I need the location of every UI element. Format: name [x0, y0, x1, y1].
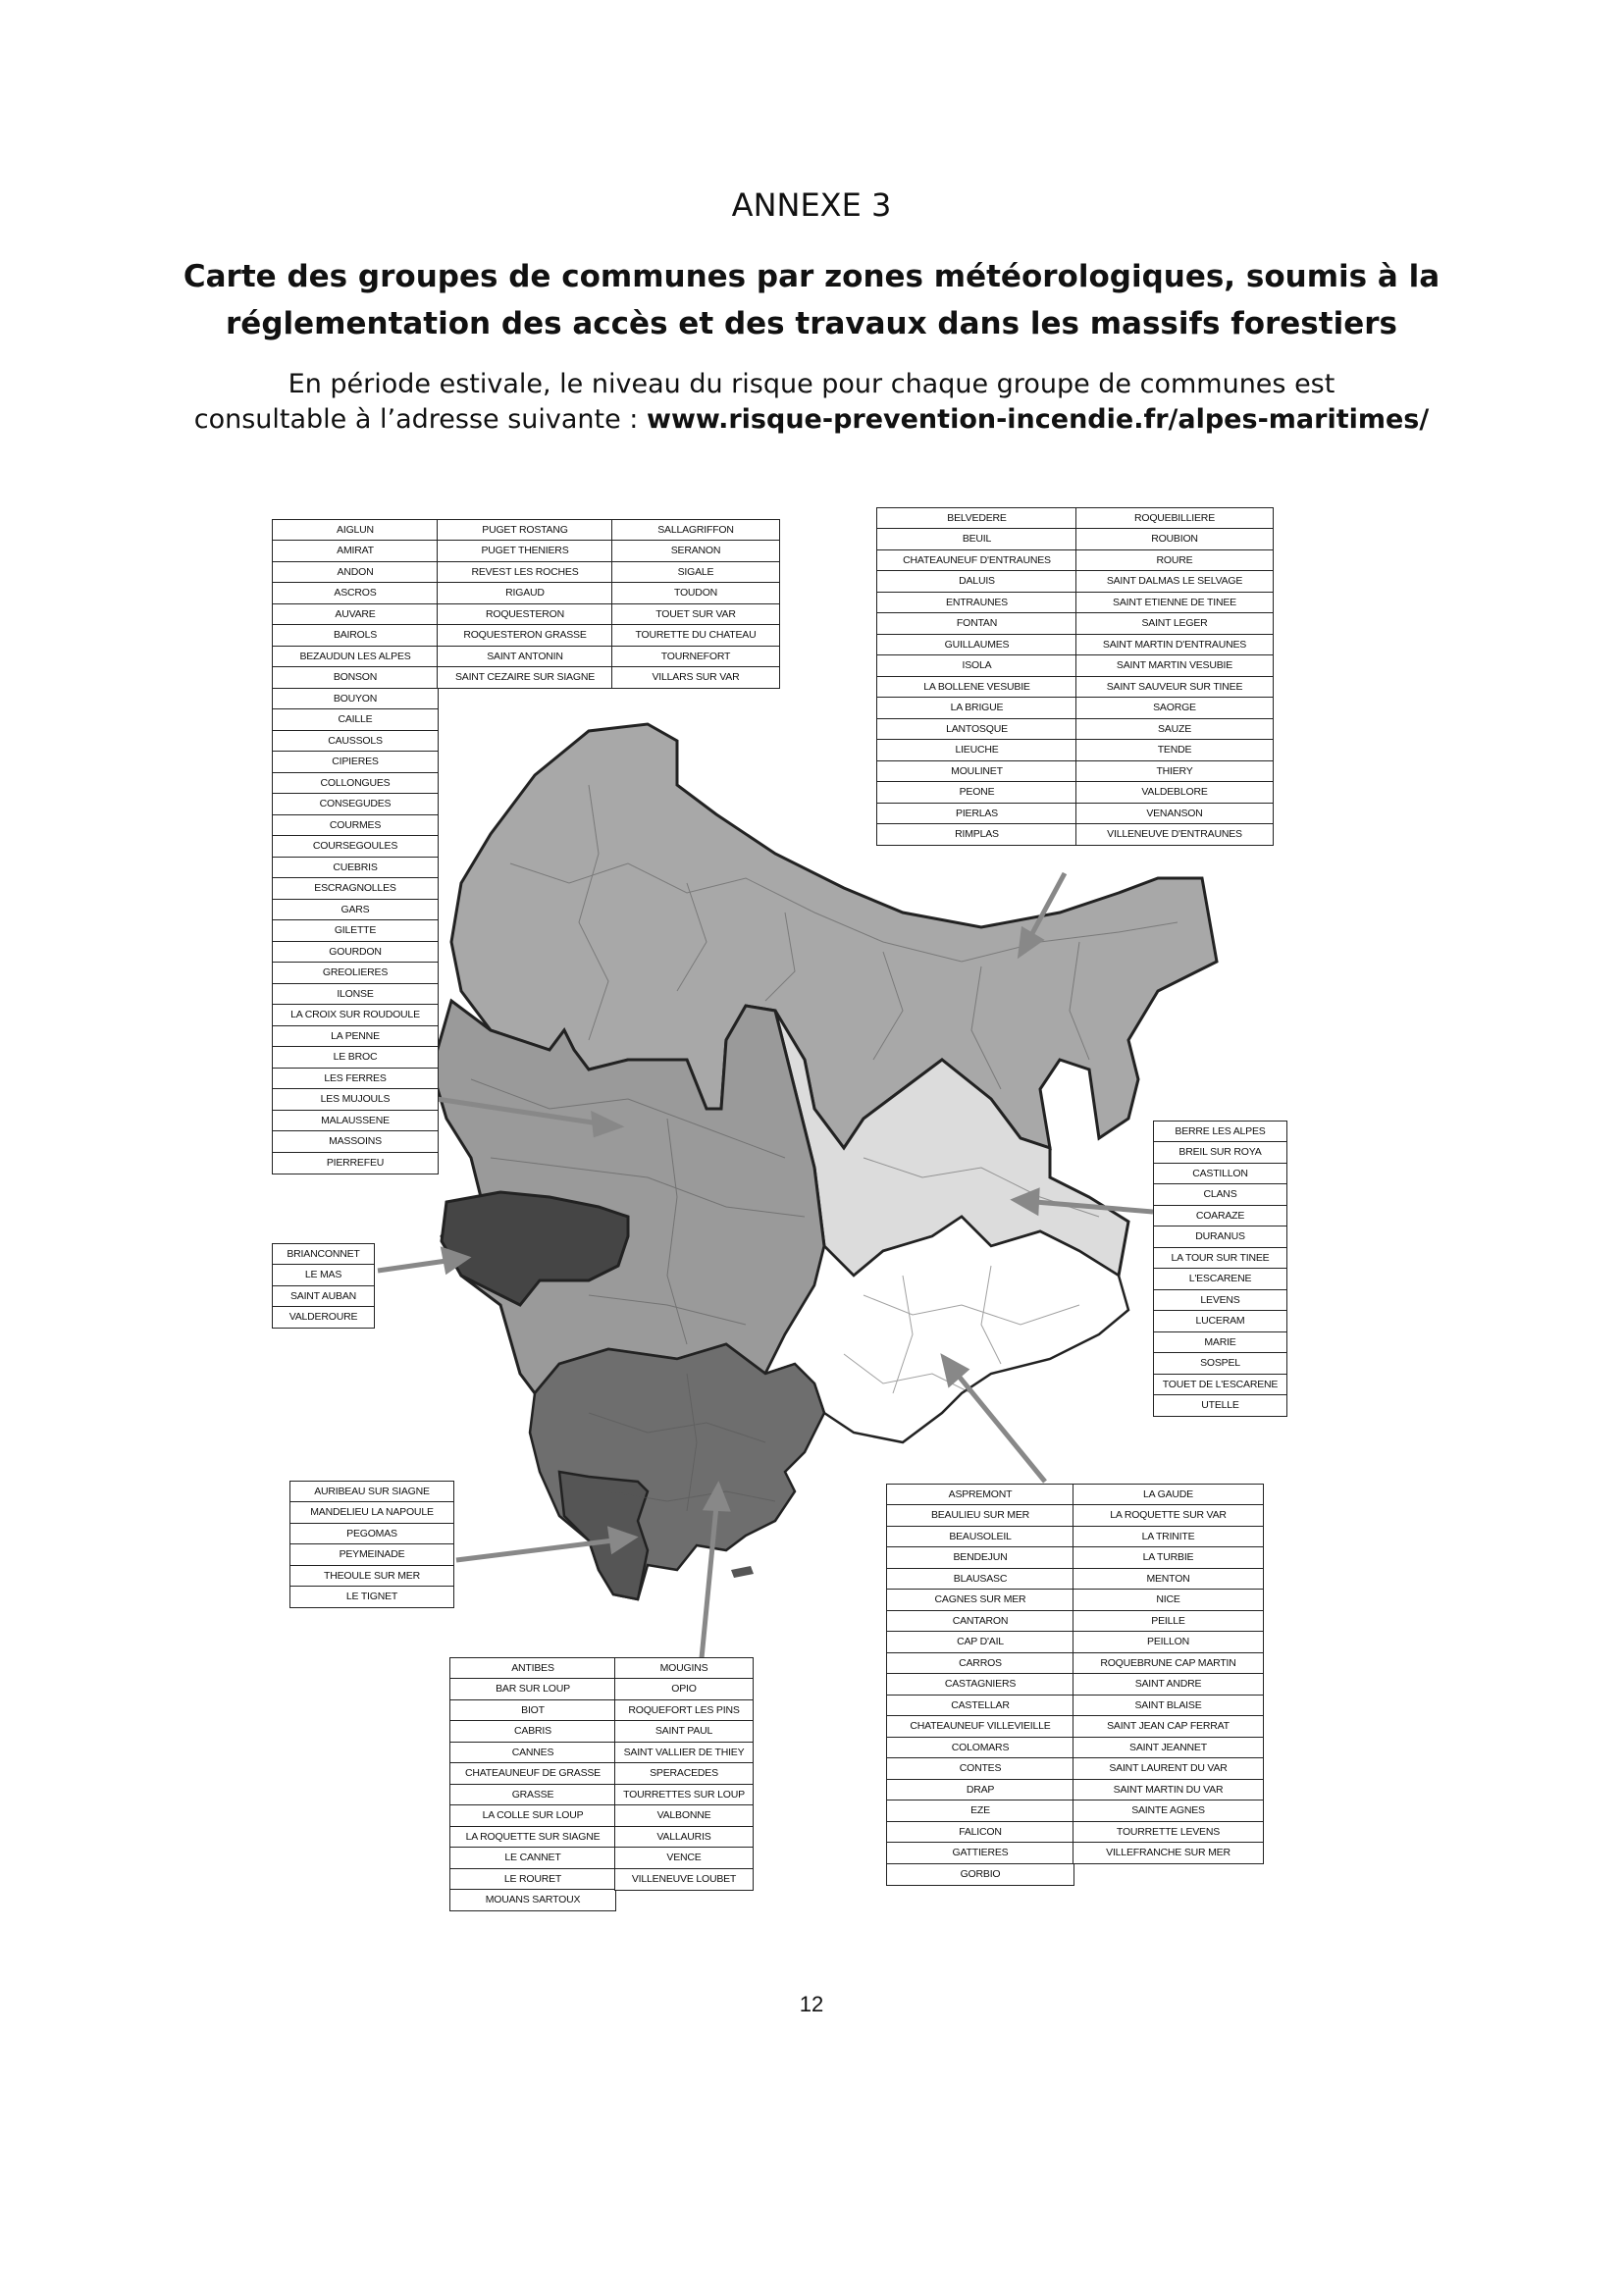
commune-cell: BONSON: [272, 666, 439, 689]
commune-cell: LE ROURET: [449, 1868, 616, 1891]
commune-cell: CANNES: [449, 1742, 616, 1764]
commune-cell: PUGET ROSTANG: [437, 519, 613, 542]
table-col: [614, 1658, 754, 1891]
commune-cell: SAINT MARTIN D'ENTRAUNES: [1075, 634, 1274, 656]
commune-cell: SAINT CEZAIRE SUR SIAGNE: [437, 666, 613, 689]
commune-cell: LA TURBIE: [1073, 1546, 1264, 1569]
commune-cell: CAGNES SUR MER: [886, 1589, 1074, 1611]
table-col: [886, 1485, 1074, 1886]
commune-cell: CHATEAUNEUF VILLEVIEILLE: [886, 1715, 1074, 1738]
commune-cell: LA PENNE: [272, 1025, 439, 1048]
commune-cell: GARS: [272, 899, 439, 921]
commune-cell: CHATEAUNEUF D'ENTRAUNES: [876, 549, 1077, 572]
table-col: [449, 1658, 616, 1911]
commune-cell: SAINT LAURENT DU VAR: [1073, 1757, 1264, 1780]
commune-cell: CHATEAUNEUF DE GRASSE: [449, 1762, 616, 1785]
commune-cell: VILLARS SUR VAR: [611, 666, 780, 689]
commune-cell: CAUSSOLS: [272, 730, 439, 753]
intro-url[interactable]: www.risque-prevention-incendie.fr/alpes-maritimes/: [647, 404, 1430, 435]
table-col: [1075, 508, 1274, 846]
commune-cell: CAILLE: [272, 708, 439, 731]
commune-cell: CABRIS: [449, 1720, 616, 1743]
commune-cell: CASTELLAR: [886, 1695, 1074, 1717]
commune-cell: RIGAUD: [437, 582, 613, 604]
commune-cell: RIMPLAS: [876, 823, 1077, 846]
commune-cell: GOURDON: [272, 941, 439, 964]
commune-cell: COURSEGOULES: [272, 835, 439, 858]
commune-cell: SAINT MARTIN DU VAR: [1073, 1779, 1264, 1801]
commune-cell: SAINT LEGER: [1075, 612, 1274, 635]
commune-cell: GILETTE: [272, 919, 439, 942]
commune-cell: BAR SUR LOUP: [449, 1678, 616, 1700]
commune-cell: CANTARON: [886, 1610, 1074, 1633]
commune-cell: SAINT BLAISE: [1073, 1695, 1264, 1717]
commune-cell: AMIRAT: [272, 540, 439, 562]
commune-cell: BEUIL: [876, 528, 1077, 550]
commune-cell: PIERREFEU: [272, 1152, 439, 1174]
commune-cell: AIGLUN: [272, 519, 439, 542]
commune-cell: CONSEGUDES: [272, 793, 439, 815]
zone-south-central: [530, 1344, 824, 1599]
commune-cell: LA CROIX SUR ROUDOULE: [272, 1004, 439, 1026]
commune-cell: VENCE: [614, 1847, 754, 1869]
commune-cell: SIGALE: [611, 561, 780, 584]
commune-cell: MARIE: [1153, 1331, 1287, 1354]
island: [731, 1566, 754, 1578]
commune-cell: MOULINET: [876, 760, 1077, 783]
commune-cell: GREOLIERES: [272, 962, 439, 984]
table-col: [876, 508, 1077, 846]
commune-cell: CIPIERES: [272, 751, 439, 773]
commune-cell: MOUANS SARTOUX: [449, 1889, 616, 1911]
commune-cell: TENDE: [1075, 739, 1274, 761]
commune-cell: ROUBION: [1075, 528, 1274, 550]
table-col: [272, 520, 439, 1174]
commune-cell: BAIROLS: [272, 624, 439, 647]
commune-cell: CASTILLON: [1153, 1163, 1287, 1185]
commune-cell: BREIL SUR ROYA: [1153, 1141, 1287, 1164]
commune-cell: SOSPEL: [1153, 1352, 1287, 1375]
commune-cell: PUGET THENIERS: [437, 540, 613, 562]
commune-cell: COURMES: [272, 814, 439, 837]
commune-cell: BIOT: [449, 1699, 616, 1722]
commune-cell: ILONSE: [272, 983, 439, 1006]
commune-cell: GRASSE: [449, 1784, 616, 1806]
commune-cell: TOURRETTES SUR LOUP: [614, 1784, 754, 1806]
commune-cell: FONTAN: [876, 612, 1077, 635]
commune-cell: CLANS: [1153, 1183, 1287, 1206]
commune-cell: DRAP: [886, 1779, 1074, 1801]
commune-cell: PEILLE: [1073, 1610, 1264, 1633]
commune-cell: SAORGE: [1075, 697, 1274, 719]
commune-cell: SAINT PAUL: [614, 1720, 754, 1743]
commune-cell: SAUZE: [1075, 718, 1274, 741]
commune-cell: BERRE LES ALPES: [1153, 1121, 1287, 1143]
commune-cell: SAINT AUBAN: [272, 1285, 375, 1308]
commune-cell: SAINT ETIENNE DE TINEE: [1075, 592, 1274, 614]
commune-cell: ANDON: [272, 561, 439, 584]
commune-cell: MENTON: [1073, 1568, 1264, 1591]
commune-cell: ANTIBES: [449, 1657, 616, 1680]
commune-cell: DURANUS: [1153, 1226, 1287, 1248]
commune-cell: TOUET SUR VAR: [611, 603, 780, 626]
commune-cell: NICE: [1073, 1589, 1264, 1611]
commune-cell: SAINT ANDRE: [1073, 1673, 1264, 1696]
commune-cell: ROQUEFORT LES PINS: [614, 1699, 754, 1722]
commune-cell: BEAULIEU SUR MER: [886, 1504, 1074, 1527]
commune-cell: SERANON: [611, 540, 780, 562]
commune-cell: L'ESCARENE: [1153, 1268, 1287, 1290]
commune-cell: BOUYON: [272, 688, 439, 710]
commune-cell: BELVEDERE: [876, 507, 1077, 530]
commune-cell: ENTRAUNES: [876, 592, 1077, 614]
commune-cell: LA BRIGUE: [876, 697, 1077, 719]
commune-cell: BEAUSOLEIL: [886, 1526, 1074, 1548]
commune-cell: PEILLON: [1073, 1631, 1264, 1653]
commune-cell: SAINT JEAN CAP FERRAT: [1073, 1715, 1264, 1738]
page-number: 12: [799, 1992, 824, 2016]
annex-title: ANNEXE 3: [731, 186, 892, 224]
commune-cell: SAINT ANTONIN: [437, 646, 613, 668]
commune-cell: BEZAUDUN LES ALPES: [272, 646, 439, 668]
commune-cell: FALICON: [886, 1821, 1074, 1844]
commune-cell: LANTOSQUE: [876, 718, 1077, 741]
commune-cell: COLOMARS: [886, 1737, 1074, 1759]
commune-cell: MASSOINS: [272, 1130, 439, 1153]
commune-cell: THIERY: [1075, 760, 1274, 783]
commune-cell: VALLAURIS: [614, 1826, 754, 1849]
commune-cell: VILLEFRANCHE SUR MER: [1073, 1842, 1264, 1864]
commune-cell: VALDEBLORE: [1075, 781, 1274, 804]
commune-cell: PEONE: [876, 781, 1077, 804]
commune-cell: ROQUEBILLIERE: [1075, 507, 1274, 530]
commune-cell: AURIBEAU SUR SIAGNE: [289, 1481, 454, 1503]
commune-cell: LUCERAM: [1153, 1310, 1287, 1332]
commune-cell: LE TIGNET: [289, 1586, 454, 1608]
table-col: [437, 520, 613, 689]
commune-cell: LA TOUR SUR TINEE: [1153, 1247, 1287, 1270]
title-line-2: réglementation des accès et des travaux dans les massifs forestiers: [226, 306, 1397, 341]
commune-cell: LA BOLLENE VESUBIE: [876, 676, 1077, 699]
commune-cell: SAINT MARTIN VESUBIE: [1075, 654, 1274, 677]
commune-cell: AUVARE: [272, 603, 439, 626]
commune-cell: VALDEROURE: [272, 1306, 375, 1329]
table-col: [1073, 1485, 1264, 1864]
commune-cell: CARROS: [886, 1652, 1074, 1675]
commune-cell: ROQUESTERON: [437, 603, 613, 626]
commune-cell: TOURETTE DU CHATEAU: [611, 624, 780, 647]
commune-cell: LIEUCHE: [876, 739, 1077, 761]
commune-cell: BLAUSASC: [886, 1568, 1074, 1591]
table-col: [289, 1482, 454, 1608]
commune-cell: CONTES: [886, 1757, 1074, 1780]
commune-cell: OPIO: [614, 1678, 754, 1700]
commune-cell: ASPREMONT: [886, 1484, 1074, 1506]
commune-cell: MOUGINS: [614, 1657, 754, 1680]
commune-cell: MANDELIEU LA NAPOULE: [289, 1501, 454, 1524]
title-line-1: Carte des groupes de communes par zones météorologiques, soumis à la: [183, 259, 1440, 294]
intro-line-1: En période estivale, le niveau du risque pour chaque groupe de communes est: [288, 369, 1335, 399]
table-col: [1153, 1122, 1287, 1417]
commune-cell: TOUDON: [611, 582, 780, 604]
commune-cell: COLLONGUES: [272, 772, 439, 795]
commune-cell: CAP D'AIL: [886, 1631, 1074, 1653]
commune-cell: DALUIS: [876, 570, 1077, 593]
commune-cell: SAINT JEANNET: [1073, 1737, 1264, 1759]
commune-cell: PEYMEINADE: [289, 1543, 454, 1566]
commune-cell: ROQUEBRUNE CAP MARTIN: [1073, 1652, 1264, 1675]
commune-cell: MALAUSSENE: [272, 1110, 439, 1132]
commune-cell: REVEST LES ROCHES: [437, 561, 613, 584]
commune-cell: LA COLLE SUR LOUP: [449, 1804, 616, 1827]
table-col: [272, 1244, 375, 1329]
commune-cell: SAINT SAUVEUR SUR TINEE: [1075, 676, 1274, 699]
commune-cell: PIERLAS: [876, 803, 1077, 825]
commune-cell: CASTAGNIERS: [886, 1673, 1074, 1696]
commune-cell: ROURE: [1075, 549, 1274, 572]
commune-cell: ASCROS: [272, 582, 439, 604]
commune-cell: THEOULE SUR MER: [289, 1565, 454, 1588]
commune-cell: BENDEJUN: [886, 1546, 1074, 1569]
commune-cell: LE MAS: [272, 1264, 375, 1286]
table-col: [611, 520, 780, 689]
commune-cell: TOURNEFORT: [611, 646, 780, 668]
commune-cell: LES FERRES: [272, 1068, 439, 1090]
commune-cell: PEGOMAS: [289, 1523, 454, 1545]
commune-cell: VENANSON: [1075, 803, 1274, 825]
commune-cell: LE BROC: [272, 1046, 439, 1069]
commune-cell: GATTIERES: [886, 1842, 1074, 1864]
commune-cell: ISOLA: [876, 654, 1077, 677]
commune-cell: LA GAUDE: [1073, 1484, 1264, 1506]
commune-cell: SAINTE AGNES: [1073, 1800, 1264, 1822]
commune-cell: TOURRETTE LEVENS: [1073, 1821, 1264, 1844]
commune-cell: GORBIO: [886, 1863, 1074, 1886]
commune-cell: BRIANCONNET: [272, 1243, 375, 1266]
commune-cell: LE CANNET: [449, 1847, 616, 1869]
commune-cell: EZE: [886, 1800, 1074, 1822]
commune-cell: LA ROQUETTE SUR SIAGNE: [449, 1826, 616, 1849]
commune-cell: LEVENS: [1153, 1289, 1287, 1312]
commune-cell: SALLAGRIFFON: [611, 519, 780, 542]
intro-prefix: consultable à l’adresse suivante :: [193, 404, 647, 435]
commune-cell: ESCRAGNOLLES: [272, 877, 439, 900]
commune-cell: SAINT DALMAS LE SELVAGE: [1075, 570, 1274, 593]
commune-cell: LA ROQUETTE SUR VAR: [1073, 1504, 1264, 1527]
commune-cell: SAINT VALLIER DE THIEY: [614, 1742, 754, 1764]
commune-cell: CUEBRIS: [272, 857, 439, 879]
commune-cell: TOUET DE L'ESCARENE: [1153, 1374, 1287, 1396]
commune-cell: VILLENEUVE D'ENTRAUNES: [1075, 823, 1274, 846]
commune-cell: VALBONNE: [614, 1804, 754, 1827]
commune-cell: COARAZE: [1153, 1205, 1287, 1227]
commune-cell: LES MUJOULS: [272, 1088, 439, 1111]
commune-cell: SPERACEDES: [614, 1762, 754, 1785]
commune-cell: LA TRINITE: [1073, 1526, 1264, 1548]
commune-cell: GUILLAUMES: [876, 634, 1077, 656]
commune-cell: ROQUESTERON GRASSE: [437, 624, 613, 647]
commune-cell: UTELLE: [1153, 1394, 1287, 1417]
commune-cell: VILLENEUVE LOUBET: [614, 1868, 754, 1891]
